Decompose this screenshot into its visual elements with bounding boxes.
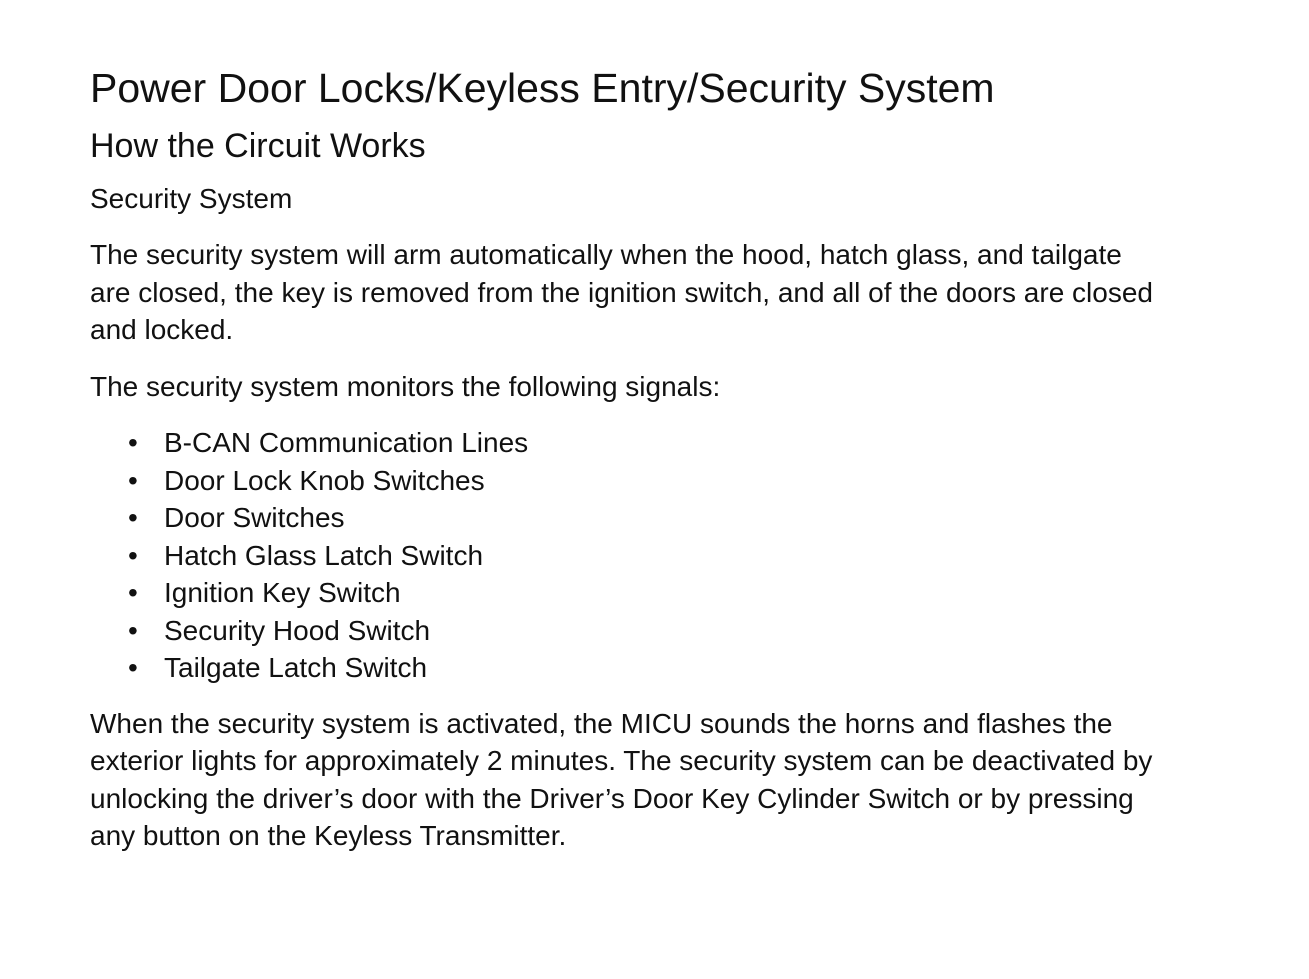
bullet-icon: • bbox=[128, 502, 138, 533]
list-item-label: B-CAN Communication Lines bbox=[164, 427, 529, 458]
list-item-label: Hatch Glass Latch Switch bbox=[164, 539, 484, 571]
activation-paragraph: When the security system is activated, the MICU sounds the horns and flashes the exterior lights for approximately 2 minutes. The security system can be deactivated by unlocking the driver’s door with the Driver’s Door Key Cylinder Switch or by pressing any button on the Keyless Transmitter. bbox=[90, 707, 1153, 851]
signals-list bbox=[90, 424, 1170, 687]
document-page bbox=[90, 64, 1170, 874]
list-item-label: Tailgate Latch Switch bbox=[164, 652, 428, 683]
list-item bbox=[90, 574, 1170, 612]
page-subtitle: How the Circuit Works bbox=[90, 127, 426, 165]
list-item-label: Door Switches bbox=[164, 502, 345, 533]
list-item bbox=[90, 424, 1170, 462]
list-item bbox=[90, 499, 1170, 537]
bullet-icon: • bbox=[128, 539, 138, 571]
monitoring-intro-paragraph: The security system monitors the following signals: bbox=[90, 370, 721, 402]
bullet-icon: • bbox=[128, 577, 138, 608]
bullet-icon: • bbox=[128, 652, 138, 683]
list-item bbox=[90, 462, 1170, 500]
page-title: Power Door Locks/Keyless Entry/Security System bbox=[90, 65, 995, 111]
bullet-icon: • bbox=[128, 464, 138, 496]
section-heading: Security System bbox=[90, 183, 293, 214]
list-item-label: Ignition Key Switch bbox=[164, 577, 401, 608]
bullet-icon: • bbox=[128, 427, 138, 458]
bullet-icon: • bbox=[128, 614, 138, 646]
list-item bbox=[90, 649, 1170, 687]
arming-paragraph: The security system will arm automatically when the hood, hatch glass, and tailgate are closed, the key is removed from the ignition switch, and all of the doors are closed and locked. bbox=[90, 239, 1153, 345]
list-item-label: Door Lock Knob Switches bbox=[164, 464, 485, 496]
list-item bbox=[90, 612, 1170, 650]
list-item-label: Security Hood Switch bbox=[164, 614, 431, 646]
list-item bbox=[90, 537, 1170, 575]
